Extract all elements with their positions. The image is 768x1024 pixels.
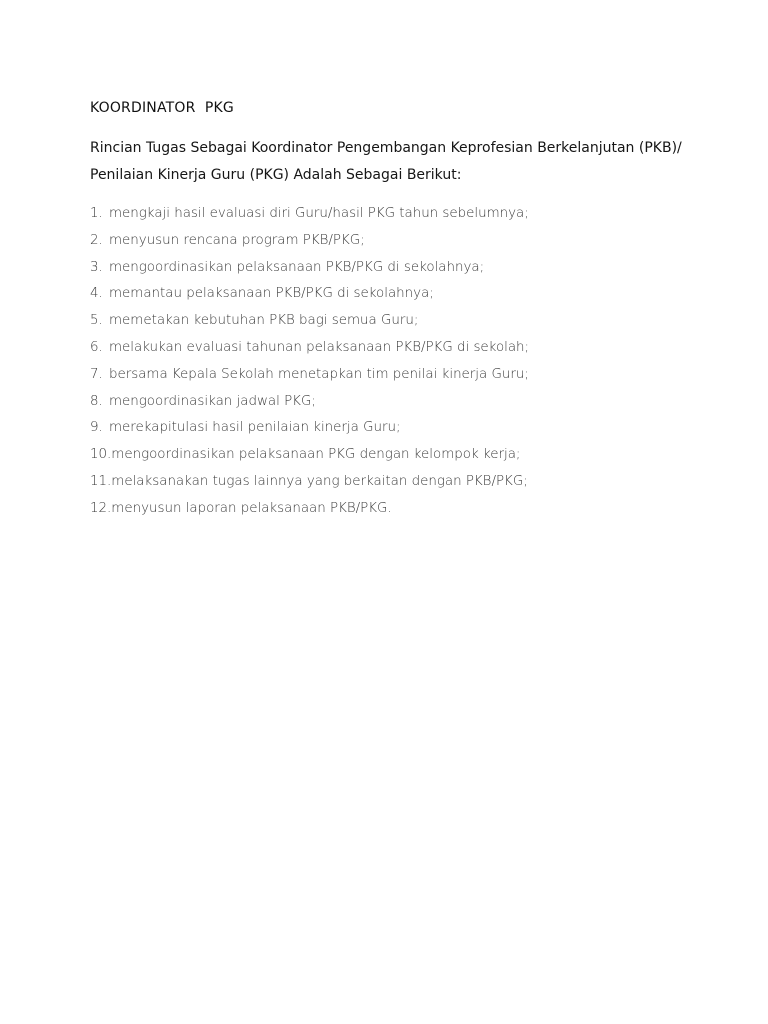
list-item-text: menyusun rencana program PKB/PKG; xyxy=(109,232,365,248)
list-item-text: bersama Kepala Sekolah menetapkan tim penilai kinerja Guru; xyxy=(109,366,529,382)
list-item xyxy=(90,469,768,496)
list-item-number: 4. xyxy=(90,286,103,302)
list-item-number: 7. xyxy=(90,366,103,382)
list-item xyxy=(90,255,768,282)
list-item-number: 5. xyxy=(90,313,103,329)
list-item-number: 1. xyxy=(90,206,103,221)
list-item xyxy=(90,496,768,523)
list-item-number: 12. xyxy=(90,500,112,516)
intro-line-1: Rincian Tugas Sebagai Koordinator Pengembangan Keprofesian Berkelanjutan (PKB)/ xyxy=(90,140,682,156)
list-item-number: 2. xyxy=(90,232,103,248)
list-item-text: mengoordinasikan pelaksanaan PKG dengan kelompok kerja; xyxy=(111,447,521,463)
list-item-text: mengoordinasikan jadwal PKG; xyxy=(109,393,316,409)
list-item-number: 11. xyxy=(90,473,112,489)
task-list xyxy=(90,201,768,523)
list-item-number: 3. xyxy=(90,259,103,275)
list-item-text: memetakan kebutuhan PKB bagi semua Guru; xyxy=(109,313,419,329)
list-item xyxy=(90,308,768,335)
list-item xyxy=(90,335,768,362)
list-item-number: 10. xyxy=(90,447,112,463)
list-item-text: mengoordinasikan pelaksanaan PKB/PKG di sekolahnya; xyxy=(109,259,485,275)
list-item-number: 9. xyxy=(90,420,103,436)
list-item-text: melaksanakan tugas lainnya yang berkaitan dengan PKB/PKG; xyxy=(111,473,528,489)
document-title: KOORDINATOR PKG xyxy=(90,100,234,116)
intro-paragraph xyxy=(90,135,690,189)
list-item xyxy=(90,362,768,389)
list-item-number: 6. xyxy=(90,339,103,355)
list-item xyxy=(90,415,768,442)
list-item xyxy=(90,442,768,469)
list-item-number: 8. xyxy=(90,393,103,409)
list-item-text: mengkaji hasil evaluasi diri Guru/hasil PKG tahun sebelumnya; xyxy=(109,206,529,221)
list-item-text: memantau pelaksanaan PKB/PKG di sekolahnya; xyxy=(109,286,434,302)
list-item-text: merekapitulasi hasil penilaian kinerja Guru; xyxy=(109,420,401,436)
intro-line-2: Penilaian Kinerja Guru (PKG) Adalah Sebagai Berikut: xyxy=(90,167,462,183)
list-item xyxy=(90,228,768,255)
list-item xyxy=(90,389,768,416)
list-item-text: menyusun laporan pelaksanaan PKB/PKG. xyxy=(111,500,392,516)
list-item xyxy=(90,281,768,308)
list-item xyxy=(90,201,768,228)
list-item-text: melakukan evaluasi tahunan pelaksanaan PKB/PKG di sekolah; xyxy=(109,339,530,355)
